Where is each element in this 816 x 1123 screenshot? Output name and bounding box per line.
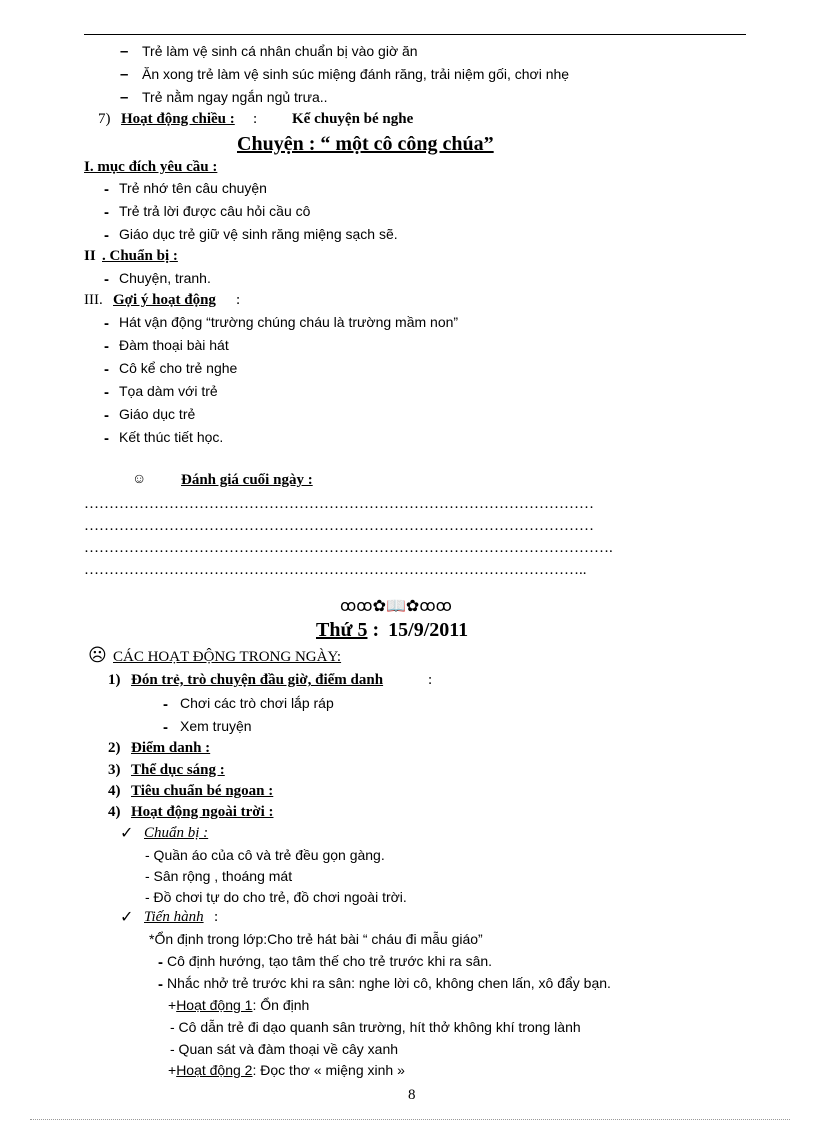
activity-number: 4) <box>108 783 121 799</box>
activity-two <box>168 1063 405 1077</box>
activity-label: Điểm danh : <box>131 740 211 756</box>
bullet-dash: - <box>104 271 109 288</box>
bullet-dash: - <box>104 361 109 378</box>
dotted-line: ………………………………………………………………………………………… <box>84 519 594 534</box>
bullet-dash: – <box>120 43 129 60</box>
plus-mark: + <box>168 997 177 1013</box>
dotted-line: ………………………………………………………………………………………… <box>84 497 594 512</box>
bullet-dash: - <box>104 315 109 332</box>
section-suffix: : <box>236 292 241 308</box>
proc-suffix: : <box>214 909 219 925</box>
plus-mark: + <box>168 1062 177 1078</box>
bullet-dash: - <box>158 954 163 971</box>
proc-remind: Nhắc nhở trẻ trước khi ra sân: nghe lời cô, không chen lấn, xô đẩy bạn. <box>167 975 611 991</box>
check-icon: ✓ <box>120 907 134 926</box>
list-item: Chuyện, tranh. <box>119 270 211 286</box>
bullet-dash: - <box>104 204 109 221</box>
day-heading <box>316 620 468 640</box>
activity-number: 2) <box>108 740 121 756</box>
bullet-dash: - <box>104 338 109 355</box>
bullet-dash: - <box>104 181 109 198</box>
activity-one-label: Hoạt động 1 <box>176 997 253 1013</box>
frown-icon: ☹ <box>88 645 107 666</box>
activity-number: 1) <box>108 672 121 688</box>
list-item: Đàm thoại bài hát <box>119 337 229 353</box>
proc-orient: Cô định hướng, tạo tâm thế cho trẻ trước khi ra sân. <box>167 953 493 969</box>
afternoon-number: 7) <box>98 111 111 127</box>
dotted-line: ……………………………………………………………………………………….. <box>84 563 587 578</box>
dotted-line: ……………………………………………………………………………………………. <box>84 541 613 556</box>
list-item: Hát vận động “trường chúng cháu là trường mầm non” <box>119 314 459 330</box>
section-prefix: III. <box>84 292 103 308</box>
activity-label: Đón trẻ, trò chuyện đầu giờ, điểm danh <box>131 672 384 688</box>
activity-two-label: Hoạt động 2 <box>176 1062 253 1078</box>
proc-walk: - Cô dẫn trẻ đi dạo quanh sân trường, hít thở không khí trong lành <box>170 1019 581 1035</box>
header-rule <box>84 34 746 35</box>
check-icon: ✓ <box>120 823 134 842</box>
prep-label: Chuẩn bị : <box>144 825 209 841</box>
ornament-divider: ꝏꝏ✿📖✿ꝏꝏ <box>340 596 452 615</box>
afternoon-label: Hoạt động chiều : <box>121 111 235 127</box>
list-item: - Quần áo của cô và trẻ đều gọn gàng. <box>145 847 385 863</box>
proc-observe: - Quan sát và đàm thoại về cây xanh <box>170 1041 399 1057</box>
activity-one <box>168 998 309 1012</box>
activity-number: 4) <box>108 804 121 820</box>
bullet-dash: - <box>163 719 168 736</box>
activity-label: Tiêu chuẩn bé ngoan : <box>131 783 274 799</box>
list-item: Tọa dàm với trẻ <box>119 383 218 399</box>
activity-two-text: : Đọc thơ « miệng xinh » <box>252 1062 405 1078</box>
list-item: Kết thúc tiết học. <box>119 429 224 445</box>
bullet-dash: - <box>104 227 109 244</box>
page-number: 8 <box>408 1087 416 1103</box>
section-title: Gợi ý hoạt động <box>113 292 216 308</box>
afternoon-activity: Kể chuyện bé nghe <box>292 111 414 127</box>
bullet-dash: - <box>104 430 109 447</box>
activity-label: Hoạt động ngoài trời : <box>131 804 274 820</box>
list-item: Cô kể cho trẻ nghe <box>119 360 238 376</box>
activity-number: 3) <box>108 762 121 778</box>
day-date: 15/9/2011 <box>388 619 469 641</box>
list-item: - Đồ chơi tự do cho trẻ, đồ chơi ngoài trời. <box>145 889 407 905</box>
footer-rule <box>30 1119 790 1120</box>
evaluation-label: Đánh giá cuối ngày : <box>181 472 313 488</box>
activity-label: Thể dục sáng : <box>131 762 225 778</box>
day-sep: : <box>372 619 380 641</box>
list-item: Ăn xong trẻ làm vệ sinh súc miệng đánh răng, trải niệm gối, chơi nhẹ <box>142 66 570 82</box>
smiley-icon: ☺ <box>132 472 147 487</box>
bullet-dash: – <box>120 89 129 106</box>
list-item: Giáo dục trẻ <box>119 406 196 422</box>
section-title: . Chuẩn bị : <box>102 248 178 264</box>
bullet-dash: - <box>163 696 168 713</box>
list-item: Trẻ trả lời được câu hỏi cầu cô <box>119 203 311 219</box>
list-item: Xem truyện <box>180 718 252 734</box>
activity-suffix: : <box>428 672 433 688</box>
bullet-dash: - <box>104 384 109 401</box>
section-prefix: II <box>84 248 96 264</box>
list-item: Trẻ nhớ tên câu chuyện <box>119 180 267 196</box>
proc-stabilize: *Ổn định trong lớp:Cho trẻ hát bài “ cháu đi mẫu giáo” <box>149 931 483 947</box>
daily-title: CÁC HOẠT ĐỘNG TRONG NGÀY: <box>113 649 342 665</box>
list-item: - Sân rộng , thoáng mát <box>145 868 293 884</box>
day-label: Thứ 5 <box>316 619 368 641</box>
proc-label: Tiến hành <box>144 909 204 925</box>
bullet-dash: – <box>120 66 129 83</box>
bullet-dash: - <box>104 407 109 424</box>
list-item: Giáo dục trẻ giữ vệ sinh răng miệng sạch sẽ. <box>119 226 398 242</box>
story-title: Chuyện : “ một cô công chúa” <box>237 133 494 155</box>
list-item: Chơi các trò chơi lắp ráp <box>180 695 334 711</box>
list-item: Trẻ nằm ngay ngắn ngủ trưa.. <box>142 89 328 105</box>
activity-one-text: : Ổn định <box>252 997 310 1013</box>
list-item: Trẻ làm vệ sinh cá nhân chuẩn bị vào giờ ăn <box>142 43 418 59</box>
bullet-dash: - <box>158 976 163 993</box>
section-title: I. mục đích yêu cầu : <box>84 159 218 175</box>
afternoon-colon: : <box>253 111 258 127</box>
